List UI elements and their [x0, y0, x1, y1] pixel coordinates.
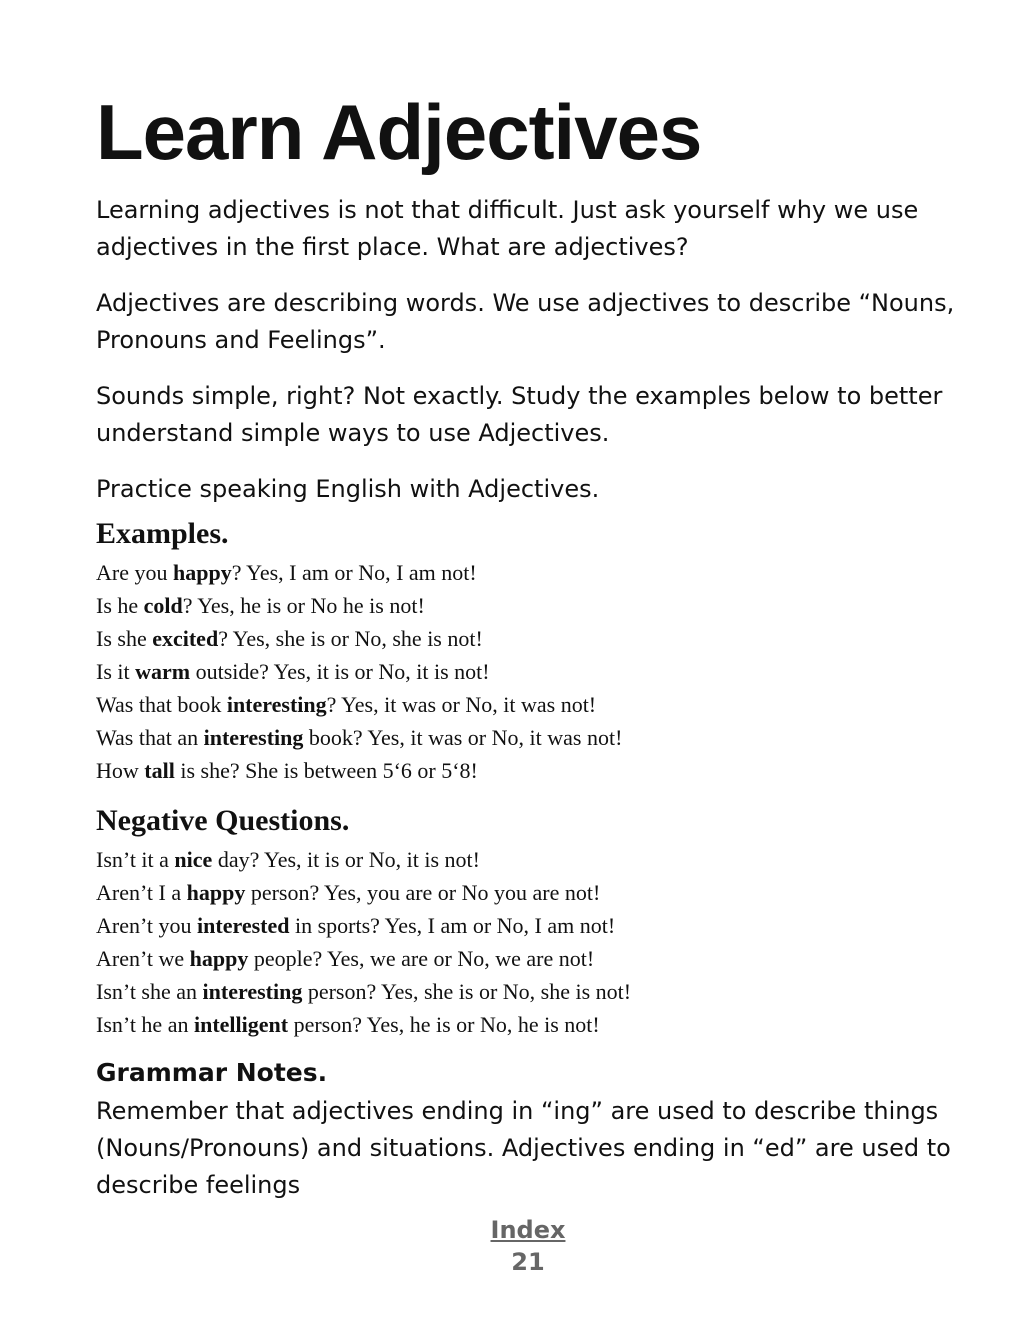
page-title: Learn Adjectives: [96, 88, 702, 176]
list-item: Is he cold? Yes, he is or No he is not!: [96, 593, 425, 618]
examples-heading: Examples.: [96, 517, 229, 550]
list-item: Aren’t I a happy person? Yes, you are or No you are not!: [96, 880, 601, 905]
grammar-notes-text: Remember that adjectives ending in “ing” are used to describe things (Nouns/Pronouns) and situations. Adjectives ending in “ed” are used to describe feelings: [96, 1097, 951, 1199]
intro-paragraph-4: Practice speaking English with Adjectives.: [96, 475, 600, 503]
list-item: Are you happy? Yes, I am or No, I am not!: [96, 560, 477, 585]
list-item: Isn’t he an intelligent person? Yes, he is or No, he is not!: [96, 1012, 600, 1037]
list-item: Is she excited? Yes, she is or No, she is not!: [96, 626, 483, 651]
list-item: Is it warm outside? Yes, it is or No, it is not!: [96, 659, 490, 684]
intro-paragraph-3: Sounds simple, right? Not exactly. Study the examples below to better understand simple ways to use Adjectives.: [96, 382, 943, 447]
negative-questions-heading: Negative Questions.: [96, 804, 350, 837]
list-item: Isn’t it a nice day? Yes, it is or No, it is not!: [96, 847, 480, 872]
list-item: Isn’t she an interesting person? Yes, she is or No, she is not!: [96, 979, 632, 1004]
intro-paragraph-2: Adjectives are describing words. We use adjectives to describe “Nouns, Pronouns and Feelings”.: [96, 289, 955, 354]
page-number: 21: [511, 1248, 545, 1276]
grammar-notes-heading: Grammar Notes.: [96, 1058, 328, 1087]
page-footer: [0, 1214, 1024, 1278]
list-item: Aren’t we happy people? Yes, we are or No, we are not!: [96, 946, 595, 971]
list-item: Was that book interesting? Yes, it was or No, it was not!: [96, 692, 597, 717]
list-item: How tall is she? She is between 5‘6 or 5‘8!: [96, 758, 478, 783]
index-link[interactable]: Index: [490, 1216, 566, 1244]
list-item: Aren’t you interested in sports? Yes, I am or No, I am not!: [96, 913, 616, 938]
negative-questions-list: [96, 843, 956, 1041]
examples-list: [96, 556, 956, 787]
list-item: Was that an interesting book? Yes, it was or No, it was not!: [96, 725, 623, 750]
document-page: [96, 70, 956, 1204]
intro-paragraph-1: Learning adjectives is not that difficult. Just ask yourself why we use adjectives in the first place. What are adjectives?: [96, 196, 919, 261]
